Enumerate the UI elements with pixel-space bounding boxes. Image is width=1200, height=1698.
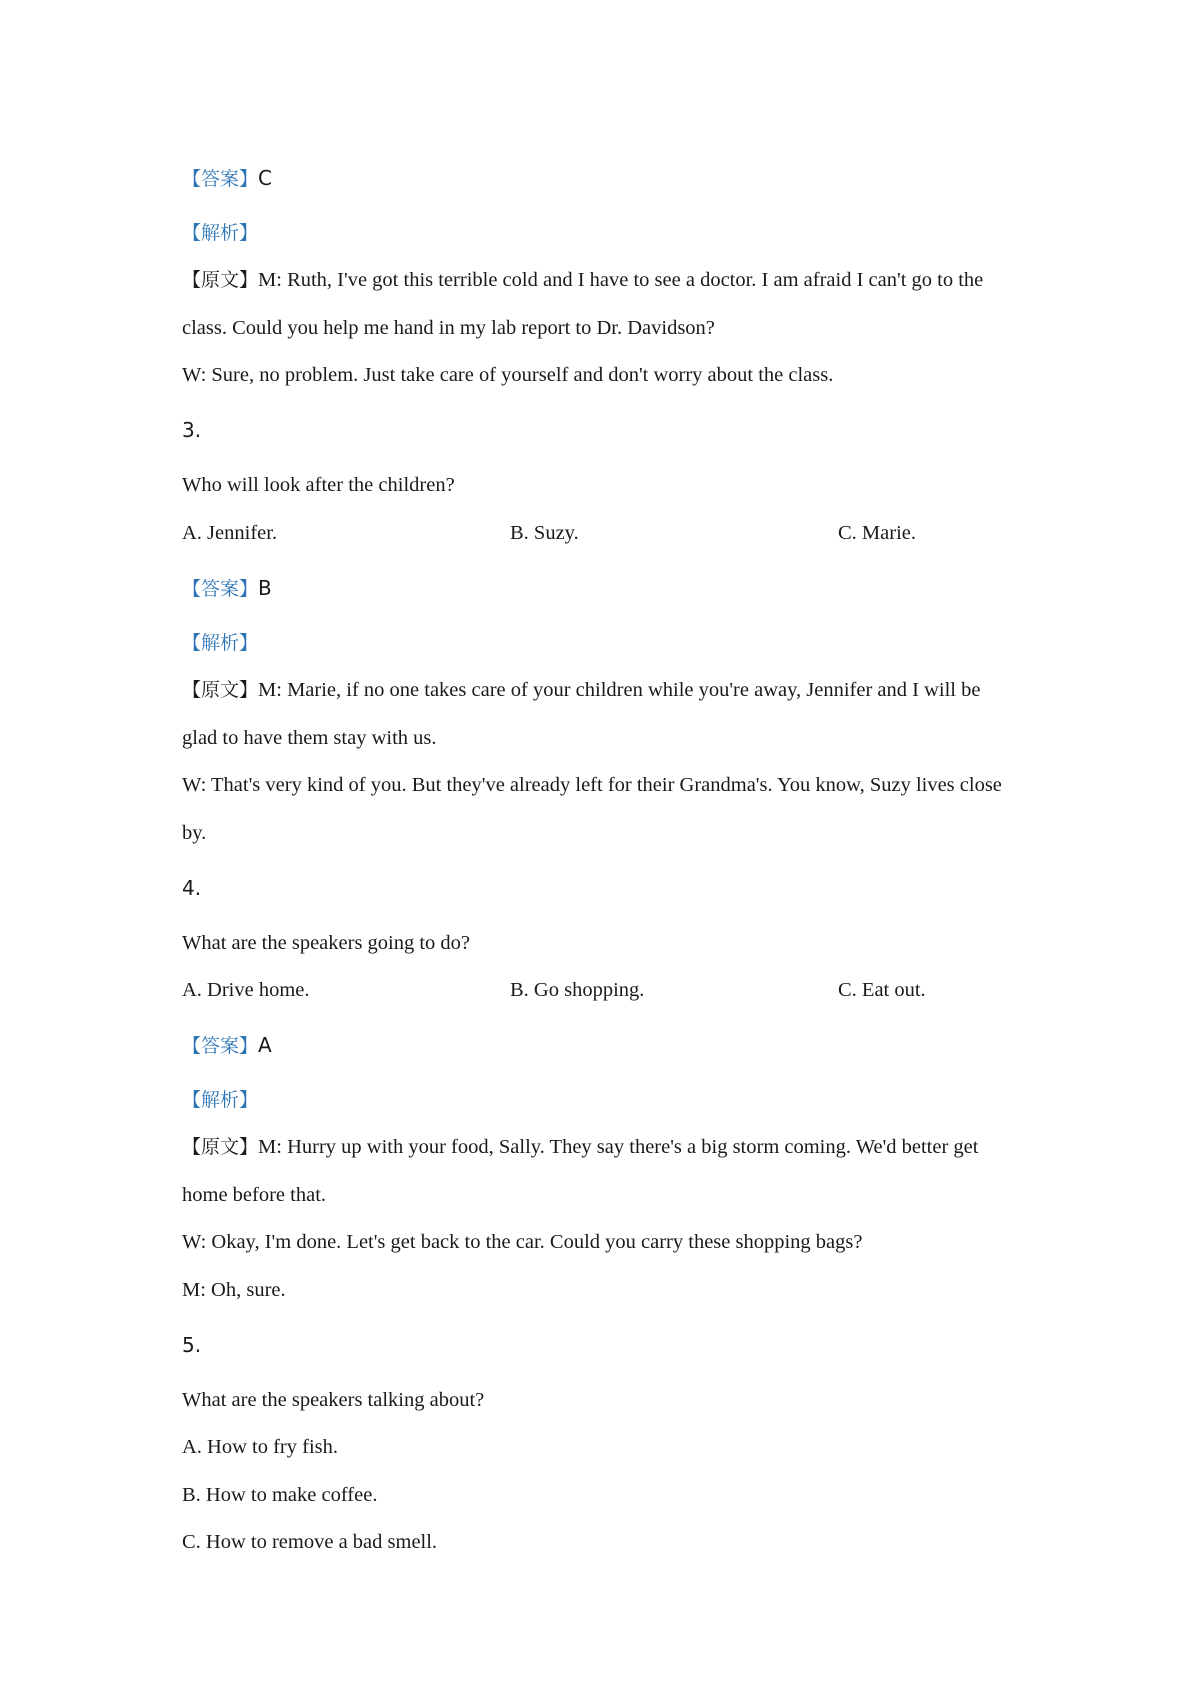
q2-transcript-line-1: [182, 266, 983, 294]
q2-original-tag: 【原文】: [182, 269, 259, 291]
q4-answer-tag: 【答案】: [182, 1035, 259, 1057]
q3-option-a: A. Jennifer.: [182, 522, 278, 544]
q3-analysis-line: [182, 629, 258, 657]
q3-transcript-line-1: [182, 676, 980, 704]
q4-transcript-text-1: M: Hurry up with your food, Sally. They say there's a big storm coming. We'd better get: [258, 1136, 979, 1158]
q2-transcript-line-2: class. Could you help me hand in my lab report to Dr. Davidson?: [182, 317, 715, 339]
q4-option-a: A. Drive home.: [182, 979, 310, 1001]
q5-number: 5.: [182, 1333, 202, 1357]
q4-transcript-line-4: M: Oh, sure.: [182, 1279, 286, 1301]
q3-option-b: B. Suzy.: [510, 522, 579, 544]
q2-analysis-line: [182, 219, 258, 247]
q3-option-c: C. Marie.: [838, 522, 916, 544]
q4-analysis-tag: 【解析】: [182, 1089, 259, 1111]
q2-transcript-text-1: M: Ruth, I've got this terrible cold and I have to see a doctor. I am afraid I can't go to the: [258, 269, 984, 291]
q5-option-a: A. How to fry fish.: [182, 1436, 339, 1458]
q3-question: Who will look after the children?: [182, 474, 455, 496]
q4-transcript-line-2: home before that.: [182, 1184, 327, 1206]
q4-option-c: C. Eat out.: [838, 979, 926, 1001]
q4-option-b: B. Go shopping.: [510, 979, 645, 1001]
q4-answer-value: A: [258, 1033, 272, 1057]
q2-analysis-tag: 【解析】: [182, 222, 259, 244]
q5-option-c: C. How to remove a bad smell.: [182, 1531, 438, 1553]
q3-transcript-line-4: by.: [182, 822, 207, 844]
q2-answer-value: C: [258, 166, 272, 190]
q4-answer-line: [182, 1031, 272, 1060]
q2-transcript-line-3: W: Sure, no problem. Just take care of yourself and don't worry about the class.: [182, 364, 834, 386]
q2-answer-line: [182, 164, 272, 193]
q4-original-tag: 【原文】: [182, 1136, 259, 1158]
q3-transcript-text-1: M: Marie, if no one takes care of your children while you're away, Jennifer and I will be: [258, 679, 981, 701]
q4-analysis-line: [182, 1086, 258, 1114]
q3-answer-line: [182, 574, 272, 603]
q3-answer-tag: 【答案】: [182, 578, 259, 600]
q3-answer-value: B: [258, 576, 272, 600]
q3-transcript-line-2: glad to have them stay with us.: [182, 727, 437, 749]
q5-option-b: B. How to make coffee.: [182, 1484, 378, 1506]
q3-original-tag: 【原文】: [182, 679, 259, 701]
q5-question: What are the speakers talking about?: [182, 1389, 485, 1411]
q3-analysis-tag: 【解析】: [182, 632, 259, 654]
q4-transcript-line-3: W: Okay, I'm done. Let's get back to the car. Could you carry these shopping bags?: [182, 1231, 863, 1253]
q4-transcript-line-1: [182, 1133, 978, 1161]
q3-number: 3.: [182, 418, 202, 442]
q4-question: What are the speakers going to do?: [182, 932, 471, 954]
q3-transcript-line-3: W: That's very kind of you. But they've already left for their Grandma's. You know, Suzy lives close: [182, 774, 1002, 796]
q2-answer-tag: 【答案】: [182, 168, 259, 190]
q4-number: 4.: [182, 876, 202, 900]
